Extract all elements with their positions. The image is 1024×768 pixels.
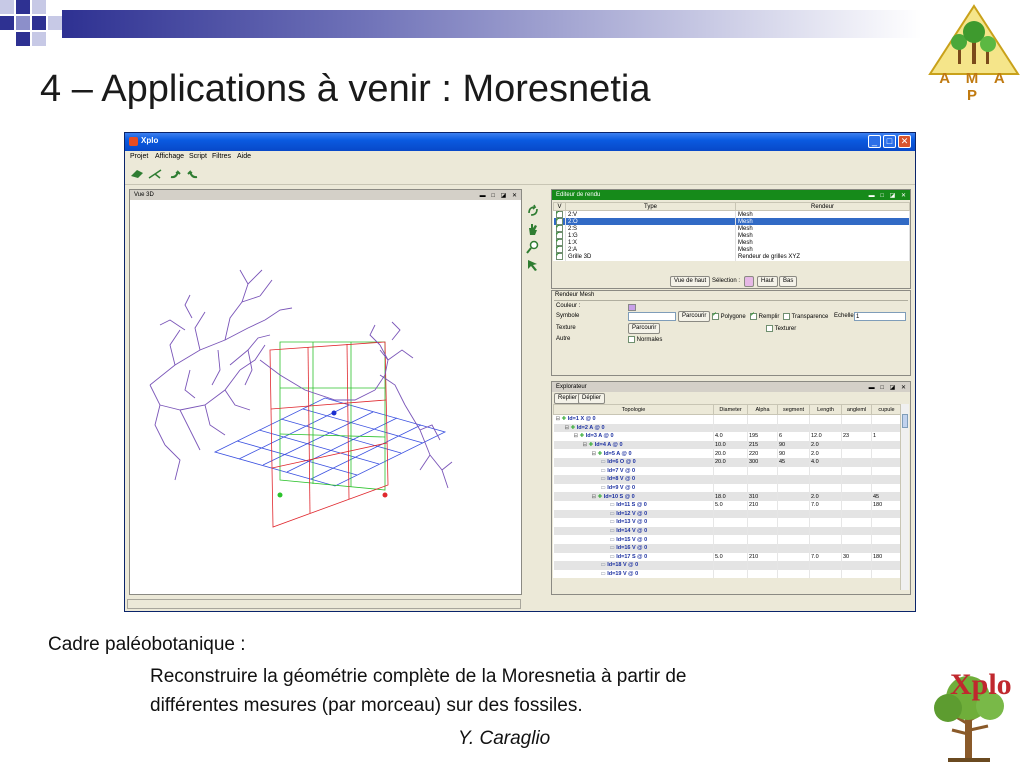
table-cell (778, 535, 810, 544)
table-cell (714, 475, 748, 484)
texturer-checkbox[interactable] (766, 325, 773, 332)
symbole-field[interactable] (628, 312, 676, 321)
node-branch-icon: ✚ (588, 442, 595, 449)
table-row[interactable]: ✓ 1:X Mesh (554, 239, 910, 246)
table-cell (810, 424, 842, 433)
visible-checkbox[interactable] (556, 218, 563, 225)
tree-row[interactable] (554, 518, 902, 527)
node-leaf-icon: ▭ (609, 502, 617, 509)
table-cell (778, 561, 810, 570)
node-label: Id=5 A @ 0 (603, 450, 632, 457)
table-row[interactable]: ✓ 2:S Mesh (554, 225, 910, 232)
table-cell (872, 424, 902, 433)
amap-logo-text: A M A P (939, 70, 1011, 104)
tree-row[interactable] (554, 458, 902, 467)
visible-checkbox[interactable] (556, 239, 563, 246)
red-axis-point (383, 493, 388, 498)
table-cell (748, 561, 778, 570)
normales-checkbox[interactable] (628, 336, 635, 343)
node-leaf-icon: ▭ (609, 545, 617, 552)
table-cell (778, 484, 810, 493)
table-cell (842, 441, 872, 450)
node-leaf-icon: ▭ (600, 459, 608, 466)
table-cell (872, 570, 902, 579)
xplo-window (124, 132, 916, 612)
table-cell (714, 484, 748, 493)
table-cell (714, 415, 748, 424)
column-header[interactable]: Topologie (554, 405, 714, 415)
table-cell (842, 535, 872, 544)
table-cell (748, 544, 778, 553)
node-label: Id=8 V @ 0 (607, 476, 636, 483)
node-leaf-icon: ▭ (609, 536, 617, 543)
table-cell (872, 535, 902, 544)
table-cell (842, 424, 872, 433)
render-editor-title: Editeur de rendu (556, 192, 601, 198)
node-leaf-icon: ▭ (600, 570, 608, 577)
table-cell: 12.0 (810, 432, 842, 441)
column-header[interactable]: V (554, 203, 566, 211)
node-label: Id=4 A @ 0 (594, 442, 623, 449)
table-cell: 220 (748, 449, 778, 458)
menu-script[interactable]: Script (189, 153, 207, 160)
table-cell (842, 492, 872, 501)
redo-icon[interactable] (185, 166, 201, 182)
table-cell (714, 518, 748, 527)
vertical-scrollbar[interactable] (900, 404, 909, 590)
table-cell (748, 535, 778, 544)
tree-row[interactable] (554, 535, 902, 544)
tree-row[interactable] (554, 475, 902, 484)
hand-icon[interactable] (525, 221, 541, 237)
node-leaf-icon: ▭ (609, 510, 617, 517)
tree-row[interactable] (554, 424, 902, 433)
table-cell: 195 (748, 432, 778, 441)
node-label: Id=17 S @ 0 (616, 553, 648, 560)
table-cell (842, 467, 872, 476)
tree-row[interactable] (554, 561, 902, 570)
table-cell (778, 553, 810, 562)
table-cell (842, 475, 872, 484)
table-cell (748, 475, 778, 484)
table-cell (714, 510, 748, 519)
color-swatch[interactable] (628, 304, 636, 311)
mesh-renderer-panel (551, 290, 911, 376)
node-branch-icon: ✚ (579, 433, 586, 440)
node-leaf-icon: ▭ (600, 467, 608, 474)
column-header[interactable]: Length (810, 405, 842, 415)
polygone-checkbox[interactable] (712, 313, 719, 320)
node-label: Id=15 V @ 0 (616, 536, 648, 543)
node-label: Id=13 V @ 0 (616, 519, 648, 526)
xplo-logo-x: Xplo (950, 668, 1012, 701)
divider (554, 300, 908, 301)
table-cell (778, 518, 810, 527)
table-cell (748, 570, 778, 579)
table-row[interactable]: ✓ Grille 3D Rendeur de grilles XYZ (554, 253, 910, 260)
table-cell: 180 (872, 501, 902, 510)
bas-button[interactable]: Bas (779, 276, 797, 287)
table-cell (810, 544, 842, 553)
tree-row[interactable] (554, 510, 902, 519)
texture-parcourir-button[interactable]: Parcourir (628, 323, 660, 334)
tree-row[interactable] (554, 441, 902, 450)
table-cell (748, 467, 778, 476)
panel-controls[interactable]: ▬ □ ◪ ✕ (868, 385, 908, 391)
deplier-button[interactable]: Déplier (578, 393, 605, 404)
menubar (125, 151, 915, 163)
table-cell (842, 484, 872, 493)
table-cell (778, 544, 810, 553)
xplo-tree-logo-icon (918, 664, 1020, 766)
table-cell: 5.0 (714, 553, 748, 562)
table-cell (778, 415, 810, 424)
header-gradient-bar (62, 10, 922, 38)
table-row[interactable]: ✓ 2:V Mesh (554, 211, 910, 219)
table-cell (842, 449, 872, 458)
rotate-icon[interactable] (525, 203, 541, 219)
table-cell (842, 415, 872, 424)
window-titlebar[interactable] (125, 133, 915, 151)
table-cell (872, 415, 902, 424)
node-label: Id=16 V @ 0 (616, 545, 648, 552)
open-icon[interactable] (129, 166, 145, 182)
scrollbar-thumb[interactable] (902, 414, 908, 428)
node-branch-icon: ✚ (597, 493, 604, 500)
replier-button[interactable]: Replier (554, 393, 581, 404)
transparence-checkbox[interactable] (783, 313, 790, 320)
table-cell: 23 (842, 432, 872, 441)
node-branch-icon: ✚ (561, 416, 568, 423)
tree-row[interactable] (554, 415, 902, 424)
branch-icon[interactable] (147, 166, 163, 182)
view-3d-panel[interactable] (129, 189, 522, 595)
table-cell (842, 458, 872, 467)
table-cell (714, 544, 748, 553)
node-label: Id=14 V @ 0 (616, 528, 648, 535)
grid-plane-xy (215, 398, 445, 486)
select-arrow-icon[interactable] (525, 257, 541, 273)
node-label: Id=19 V @ 0 (607, 570, 639, 577)
table-cell: 2.0 (810, 492, 842, 501)
table-cell (872, 441, 902, 450)
node-label: Id=10 S @ 0 (603, 493, 635, 500)
transparence-option[interactable]: Transparence (783, 313, 828, 320)
view-3d-header (130, 190, 521, 200)
table-cell (714, 535, 748, 544)
menu-aide[interactable]: Aide (237, 153, 252, 160)
node-branch-icon: ✚ (570, 424, 577, 431)
column-header[interactable]: Diameter (714, 405, 748, 415)
table-cell: 7.0 (810, 501, 842, 510)
texture-label: Texture (556, 325, 576, 331)
visible-checkbox[interactable] (556, 225, 563, 232)
table-cell (748, 518, 778, 527)
tree-row[interactable] (554, 432, 902, 441)
explorer-header (552, 382, 910, 392)
table-cell: 20.0 (714, 449, 748, 458)
node-label: Id=11 S @ 0 (616, 502, 647, 509)
view-3d-title: Vue 3D (134, 192, 154, 198)
render-table (553, 202, 910, 261)
column-header[interactable]: segment (778, 405, 810, 415)
table-cell: 5.0 (714, 501, 748, 510)
table-cell (872, 510, 902, 519)
table-cell (748, 424, 778, 433)
slide-title: 4 – Applications à venir : Moresnetia (40, 68, 651, 110)
table-row[interactable]: ✓ 2:O Mesh (554, 218, 910, 225)
table-cell (872, 475, 902, 484)
explorer-panel (551, 381, 911, 595)
table-cell (778, 424, 810, 433)
table-cell: 45 (778, 458, 810, 467)
expand-toggle-icon[interactable]: ⊟ (591, 493, 598, 500)
table-cell (778, 467, 810, 476)
selection-label: Sélection : (712, 278, 741, 284)
render-editor-panel (551, 189, 911, 289)
green-axis-point (278, 493, 283, 498)
table-cell: 210 (748, 501, 778, 510)
table-cell (872, 458, 902, 467)
table-cell (872, 544, 902, 553)
mesh-renderer-title: Rendeur Mesh (555, 292, 595, 298)
menu-projet[interactable]: Projet (130, 153, 149, 160)
node-leaf-icon: ▭ (600, 476, 608, 483)
table-cell: 10.0 (714, 441, 748, 450)
table-cell (748, 527, 778, 536)
tree-row[interactable] (554, 492, 902, 501)
table-cell (842, 570, 872, 579)
caption-line: différentes mesures (par morceau) sur des fossiles. (150, 695, 583, 716)
table-cell: 20.0 (714, 458, 748, 467)
node-leaf-icon: ▭ (600, 562, 608, 569)
table-cell: 2.0 (810, 441, 842, 450)
caption-line: Reconstruire la géométrie complète de la Moresnetia à partir de (150, 666, 687, 687)
table-cell (810, 527, 842, 536)
tree-row[interactable] (554, 501, 902, 510)
autre-label: Autre (556, 336, 571, 342)
texturer-option[interactable]: Texturer (766, 325, 796, 332)
node-leaf-icon: ▭ (609, 553, 617, 560)
menu-affichage[interactable]: Affichage (155, 153, 185, 160)
view-3d-canvas[interactable] (130, 200, 521, 594)
expand-toggle-icon[interactable]: ⊟ (564, 424, 571, 431)
author-credit: Y. Caraglio (458, 728, 551, 749)
echelle-field[interactable]: 1 (854, 312, 906, 321)
undo-icon[interactable] (167, 166, 183, 182)
table-cell: 180 (872, 553, 902, 562)
table-cell (872, 449, 902, 458)
table-cell (810, 415, 842, 424)
app-icon (129, 137, 138, 146)
table-row[interactable]: ✓ 2:A Mesh (554, 246, 910, 253)
toolbar (125, 164, 915, 185)
table-cell (872, 518, 902, 527)
node-label: Id=7 V @ 0 (607, 467, 636, 474)
symbole-label: Symbole (556, 313, 580, 319)
panel-controls[interactable]: ▬ □ ◪ ✕ (868, 193, 908, 199)
table-cell: 4.0 (714, 432, 748, 441)
table-cell (842, 527, 872, 536)
table-cell (810, 570, 842, 579)
echelle-label: Echelle (834, 313, 854, 319)
table-cell (842, 510, 872, 519)
table-cell: 300 (748, 458, 778, 467)
table-cell (842, 544, 872, 553)
table-cell (778, 527, 810, 536)
table-cell: 210 (748, 553, 778, 562)
node-leaf-icon: ▭ (600, 485, 608, 492)
node-branch-icon: ✚ (597, 450, 604, 457)
table-cell (778, 475, 810, 484)
node-label: Id=18 V @ 0 (607, 562, 639, 569)
node-label: Id=1 X @ 0 (567, 416, 596, 423)
caption-heading: Cadre paléobotanique : (48, 634, 246, 655)
table-cell (748, 510, 778, 519)
table-cell (778, 510, 810, 519)
explorer-title: Explorateur (556, 384, 587, 390)
node-label: Id=6 O @ 0 (607, 459, 636, 466)
table-cell (778, 501, 810, 510)
normales-option[interactable]: Normales (628, 336, 662, 343)
table-cell: 18.0 (714, 492, 748, 501)
visible-checkbox[interactable] (556, 211, 563, 218)
table-cell: 1 (872, 432, 902, 441)
table-cell (810, 535, 842, 544)
node-leaf-icon: ▭ (609, 528, 617, 535)
table-cell (714, 424, 748, 433)
tree-row[interactable] (554, 527, 902, 536)
tree-row[interactable] (554, 467, 902, 476)
table-cell (778, 570, 810, 579)
window-title: Xplo (141, 136, 159, 145)
table-cell: 90 (778, 441, 810, 450)
maximize-button[interactable]: □ (883, 135, 896, 148)
table-cell: 310 (748, 492, 778, 501)
status-bar (127, 599, 521, 609)
column-header[interactable]: Rendeur (736, 203, 910, 211)
table-cell (810, 561, 842, 570)
render-editor-header (552, 190, 910, 200)
column-header[interactable]: Alpha (748, 405, 778, 415)
expand-toggle-icon[interactable]: ⊟ (591, 450, 598, 457)
table-cell: 90 (778, 449, 810, 458)
node-label: Id=3 A @ 0 (585, 433, 614, 440)
table-cell (810, 475, 842, 484)
table-cell (748, 484, 778, 493)
visible-checkbox[interactable] (556, 232, 563, 239)
table-cell (872, 484, 902, 493)
table-cell (748, 415, 778, 424)
explorer-tree-table (553, 404, 902, 578)
close-button[interactable]: ✕ (898, 135, 911, 148)
visible-checkbox[interactable] (556, 253, 563, 260)
menu-filtres[interactable]: Filtres (212, 153, 232, 160)
expand-toggle-icon[interactable]: ⊟ (555, 416, 562, 423)
couleur-label: Couleur : (556, 303, 581, 309)
caption-body (150, 662, 910, 720)
table-cell (872, 467, 902, 476)
remplir-checkbox[interactable] (750, 313, 757, 320)
minimize-button[interactable]: _ (868, 135, 881, 148)
tree-row[interactable] (554, 484, 902, 493)
table-cell: 4.0 (810, 458, 842, 467)
table-cell (778, 492, 810, 501)
table-cell (810, 467, 842, 476)
table-cell (810, 518, 842, 527)
table-cell (872, 527, 902, 536)
table-cell (714, 561, 748, 570)
table-cell (810, 510, 842, 519)
parcourir-button[interactable]: Parcourir (678, 311, 710, 322)
table-cell: 45 (872, 492, 902, 501)
table-cell: 6 (778, 432, 810, 441)
table-cell (714, 467, 748, 476)
node-label: Id=2 A @ 0 (576, 424, 605, 431)
remplir-option[interactable]: ✓ Remplir (750, 313, 779, 320)
blue-axis-point (332, 411, 337, 416)
table-cell: 7.0 (810, 553, 842, 562)
zoom-icon[interactable] (525, 239, 541, 255)
table-cell: 2.0 (810, 449, 842, 458)
visible-checkbox[interactable] (556, 246, 563, 253)
moresnetia-plant-model (150, 270, 452, 488)
tree-row[interactable] (554, 544, 902, 553)
table-cell: 215 (748, 441, 778, 450)
table-cell (714, 570, 748, 579)
table-cell: 30 (842, 553, 872, 562)
tree-row[interactable] (554, 449, 902, 458)
column-header[interactable]: cupule (872, 405, 902, 415)
top-view-button[interactable]: Vue de haut (670, 276, 710, 287)
table-cell (714, 527, 748, 536)
column-header[interactable]: angleml (842, 405, 872, 415)
table-cell (872, 561, 902, 570)
node-label: Id=12 V @ 0 (616, 510, 648, 517)
table-cell (842, 501, 872, 510)
table-cell (842, 518, 872, 527)
expand-toggle-icon[interactable]: ⊟ (573, 433, 580, 440)
tree-row[interactable] (554, 570, 902, 579)
polygone-option[interactable]: ✓ Polygone (712, 313, 746, 320)
selection-color-swatch[interactable] (744, 276, 754, 287)
expand-toggle-icon[interactable]: ⊟ (582, 442, 589, 449)
tree-row[interactable] (554, 553, 902, 562)
panel-controls[interactable]: ▬ □ ◪ ✕ (479, 193, 519, 199)
table-cell (810, 484, 842, 493)
node-label: Id=9 V @ 0 (607, 485, 636, 492)
table-cell (842, 561, 872, 570)
table-row[interactable]: ✓ 1:G Mesh (554, 232, 910, 239)
node-leaf-icon: ▭ (609, 519, 617, 526)
corner-decoration (0, 0, 70, 56)
haut-button[interactable]: Haut (757, 276, 778, 287)
column-header[interactable]: Type (566, 203, 736, 211)
